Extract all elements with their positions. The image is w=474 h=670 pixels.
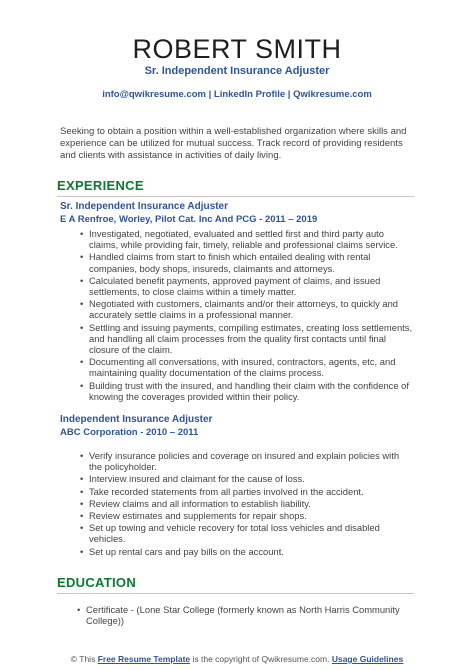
- job-bullet: • Review claims and all information to establish liability.: [80, 498, 414, 509]
- job-company-dates: ABC Corporation - 2010 – 2011: [60, 427, 199, 439]
- linkedin-link[interactable]: LinkedIn Profile: [213, 89, 286, 100]
- job-bullet-list: [80, 450, 414, 557]
- education-bullet: • Certificate - (Lone Star College (formerly known as North Harris Community College)): [77, 604, 414, 626]
- job-bullet: • Set up rental cars and pay bills on the account.: [80, 546, 414, 557]
- section-divider: [57, 593, 414, 594]
- footer-text: is the copyright of Qwikresume.com.: [190, 654, 332, 664]
- job-bullet: • Settling and issuing payments, compiling estimates, creating loss settlements, and handling all claim processes from the quality first contacts until final closure of the claim.: [80, 322, 414, 356]
- education-section: [57, 575, 414, 626]
- job-entry: [60, 414, 414, 557]
- candidate-title: Sr. Independent Insurance Adjuster: [144, 65, 330, 77]
- education-bullet-list: [77, 604, 414, 626]
- job-title: Sr. Independent Insurance Adjuster: [60, 201, 228, 212]
- experience-section: [57, 178, 414, 557]
- contact-separator: |: [205, 89, 214, 100]
- job-bullet: • Documenting all conversations, with insured, contractors, agents, etc, and maintaining quality documentation of the claims process.: [80, 356, 414, 378]
- job-bullet: • Take recorded statements from all parties involved in the accident.: [80, 486, 414, 497]
- footer-text: © This: [70, 654, 98, 664]
- section-heading-experience: EXPERIENCE: [57, 178, 144, 193]
- copyright-footer: [0, 654, 474, 664]
- candidate-name: ROBERT SMITH: [132, 34, 342, 64]
- contact-line: [0, 89, 474, 100]
- job-bullet: • Verify insurance policies and coverage on insured and explain policies with the policyholder.: [80, 450, 414, 472]
- section-heading-education: EDUCATION: [57, 574, 137, 590]
- job-bullet: • Set up towing and vehicle recovery for total loss vehicles and disabled vehicles.: [80, 522, 414, 544]
- job-bullet: • Interview insured and claimant for the cause of loss.: [80, 473, 414, 484]
- resume-header: [0, 0, 474, 100]
- summary-paragraph: Seeking to obtain a position within a well-established organization where skills and experience can be utilized for mutual success. Track record of providing residents and clients with assistance in activities of daily living.: [60, 126, 407, 161]
- job-bullet: • Handled claims from start to finish which entailed dealing with rental companies, body shops, insureds, claimants and attorneys.: [80, 251, 414, 273]
- job-bullet: • Calculated benefit payments, approved payment of claims, and issued settlements, to close claims within a timely matter.: [80, 275, 414, 297]
- contact-separator: |: [285, 89, 294, 100]
- website-link[interactable]: Qwikresume.com: [293, 89, 372, 100]
- job-bullet: • Building trust with the insured, and handling their claim with the confidence of knowing the coverages provided within their policy.: [80, 380, 414, 402]
- email-link[interactable]: info@qwikresume.com: [102, 89, 206, 100]
- job-bullet-list: [80, 228, 414, 402]
- job-bullet: • Negotiated with customers, claimants and/or their attorneys, to quickly and accurately settle claims in a professional manner.: [80, 298, 414, 320]
- job-bullet: • Investigated, negotiated, evaluated and settled first and third party auto claims, while providing fair, timely, reliable and professional claims service.: [80, 228, 414, 250]
- job-bullet: • Review estimates and supplements for repair shops.: [80, 510, 414, 521]
- usage-guidelines-link[interactable]: Usage Guidelines: [331, 654, 404, 664]
- job-entry: [60, 201, 414, 402]
- job-company-dates: E A Renfroe, Worley, Pilot Cat. Inc And PCG - 2011 – 2019: [60, 214, 318, 225]
- section-divider: [57, 196, 414, 197]
- job-title: Independent Insurance Adjuster: [60, 414, 213, 426]
- free-resume-template-link[interactable]: Free Resume Template: [97, 654, 191, 664]
